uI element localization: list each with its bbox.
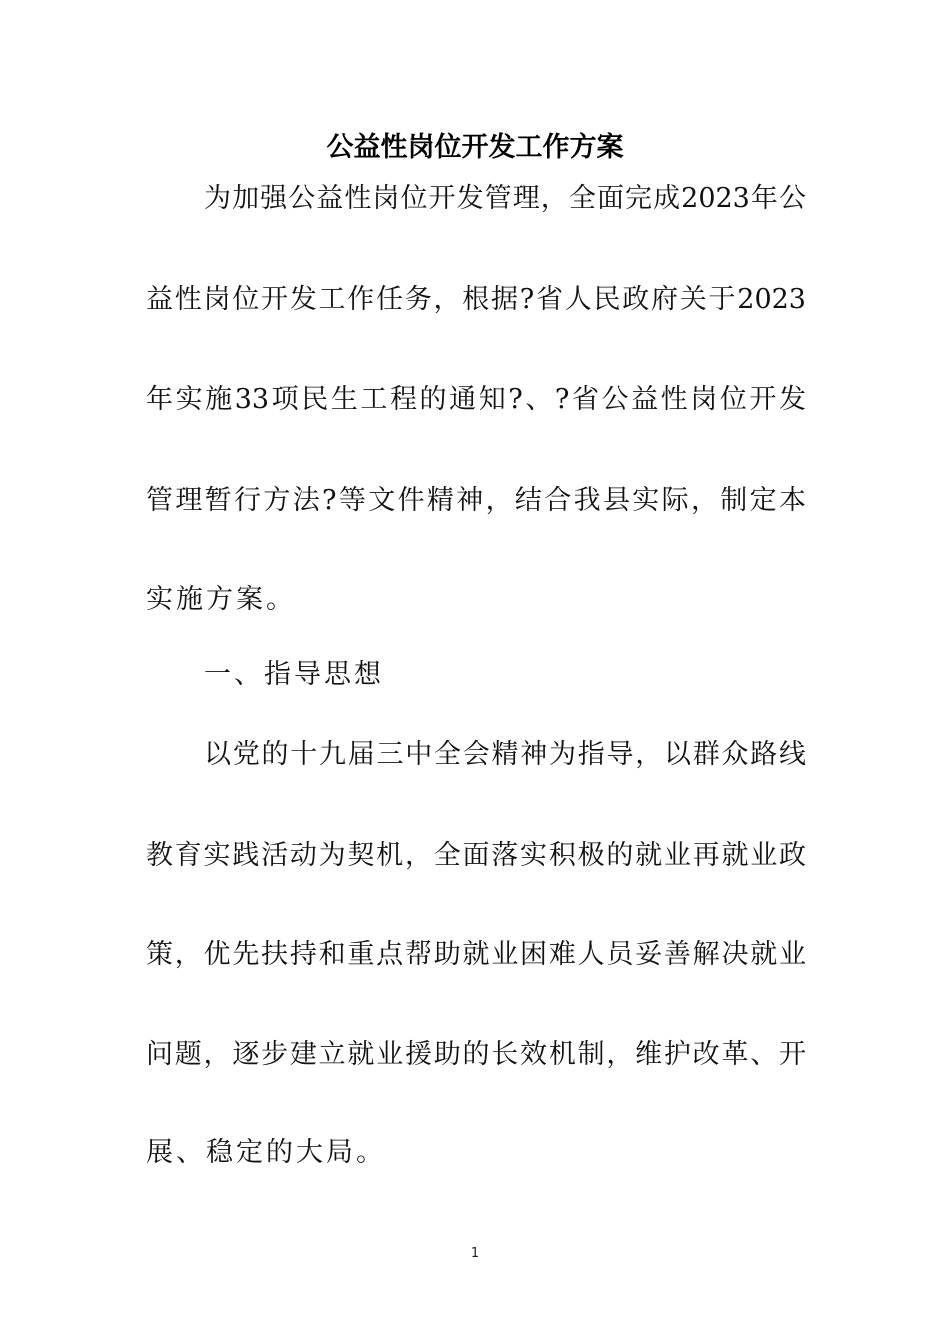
paragraph-line: 展、稳定的大局。 — [146, 1137, 386, 1168]
paragraph-line: 为加强公益性岗位开发管理，全面完成2023年公 — [204, 183, 806, 214]
paragraph-line: 管理暂行方法?等文件精神，结合我县实际，制定本 — [146, 485, 806, 516]
paragraph-line: 以党的十九届三中全会精神为指导，以群众路线 — [204, 739, 806, 770]
page-number: 1 — [470, 1246, 480, 1261]
section-heading: 一、指导思想 — [204, 659, 384, 690]
paragraph-line: 策，优先扶持和重点帮助就业困难人员妥善解决就业 — [146, 939, 806, 970]
paragraph-line: 益性岗位开发工作任务，根据?省人民政府关于2023 — [146, 284, 806, 315]
document-title: 公益性岗位开发工作方案 — [326, 132, 624, 163]
paragraph-line: 教育实践活动为契机，全面落实积极的就业再就业政 — [146, 840, 806, 871]
paragraph-line: 问题，逐步建立就业援助的长效机制，维护改革、开 — [146, 1039, 806, 1070]
paragraph-line: 实施方案。 — [146, 584, 296, 615]
paragraph-line: 年实施33项民生工程的通知?、?省公益性岗位开发 — [146, 384, 806, 415]
